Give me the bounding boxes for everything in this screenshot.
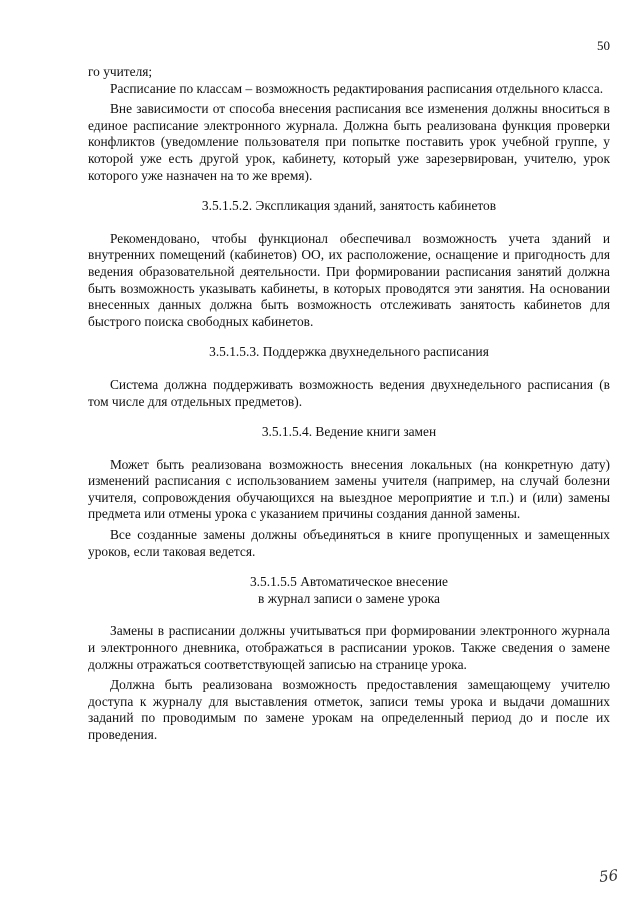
paragraph-substitutions: Может быть реализована возможность внесения локальных (на конкретную дату) изменений расписания с использованием замены учителя (например, на случай болезни учителя, сопровождения обучающихся на выездное мероприятие и т.п.) и (или) замены предмета или отмены урока с указанием причины создания данной замены. bbox=[88, 456, 610, 522]
section-heading-auto-journal bbox=[88, 574, 610, 607]
paragraph-class-schedule: Расписание по классам – возможность редактирования расписания отдельного класса. bbox=[110, 80, 604, 96]
paragraph-continuation: го учителя; bbox=[88, 64, 153, 79]
paragraph-conflict-check: Вне зависимости от способа внесения расписания все изменения должны вноситься в единое расписание электронного журнала. Должна быть реализована функция проверки конфликтов (уведомление пользователя при попытке поставить урок учебной группе, у которой уже есть другой урок, кабинету, который уже зарезервирован, учителю, урок которого уже назначен на то же время). bbox=[88, 101, 610, 183]
section-heading-substitutions-book: 3.5.1.5.4. Ведение книги замен bbox=[261, 424, 437, 440]
heading-line-2: в журнал записи о замене урока bbox=[258, 590, 440, 606]
heading-line-1: 3.5.1.5.5 Автоматическое внесение bbox=[249, 574, 448, 590]
paragraph-journal-substitutions: Замены в расписании должны учитываться при формировании электронного журнала и электронного дневника, отображаться в расписании уроков. Также сведения о замене должны отражаться соответствующей записью на странице урока. bbox=[88, 623, 610, 672]
paragraph-buildings: Рекомендовано, чтобы функционал обеспечивал возможность учета зданий и внутренних помещений (кабинетов) ОО, их расположение, оснащение и пригодность для ведения образовательной деятельности. При формировании расписания занятий должна быть возможность указывать кабинеты, в которых проводятся эти занятия. На основании внесенных данных должна быть возможность отслеживать занятость кабинетов для быстрого поиска свободных кабинетов. bbox=[88, 230, 610, 329]
document-body bbox=[88, 64, 610, 744]
section-heading-buildings: 3.5.1.5.2. Экспликация зданий, занятость кабинетов bbox=[201, 198, 497, 214]
page-number: 50 bbox=[597, 38, 610, 53]
section-heading-two-week: 3.5.1.5.3. Поддержка двухнедельного расписания bbox=[209, 344, 489, 360]
paragraph-substitutions-book: Все созданные замены должны объединяться в книге пропущенных и замещенных уроков, если таковая ведется. bbox=[88, 527, 610, 559]
paragraph-substitute-access: Должна быть реализована возможность предоставления замещающему учителю доступа к журналу для выставления отметок, записи темы урока и выдачи домашних заданий по проводимым по замене урокам на определенный период до и после их проведения. bbox=[88, 677, 610, 742]
handwritten-page-number: 56 bbox=[598, 866, 619, 886]
paragraph-two-week: Система должна поддерживать возможность ведения двухнедельного расписания (в том числе для отдельных предметов). bbox=[88, 376, 610, 409]
